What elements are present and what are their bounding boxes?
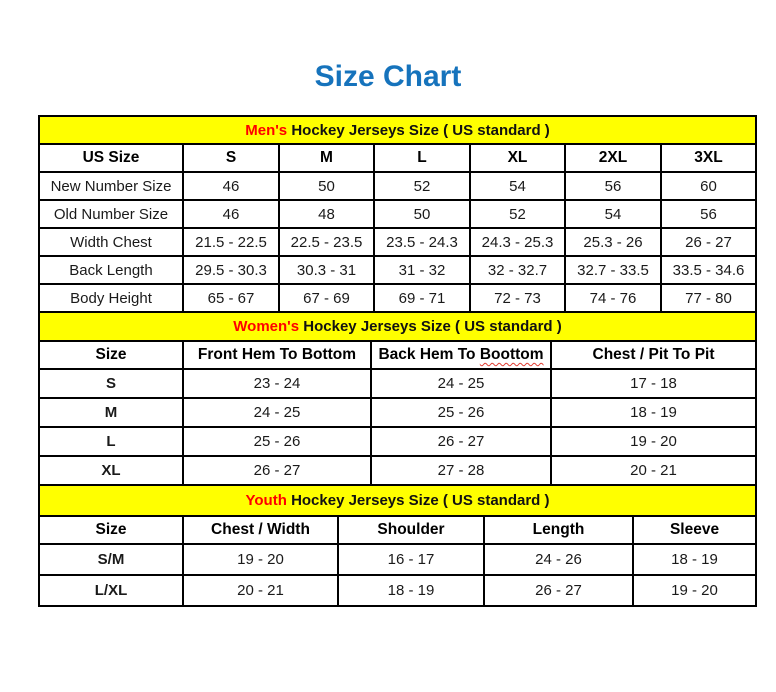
- table-row: [39, 172, 756, 200]
- table-row: [39, 284, 756, 312]
- table-cell: 24 - 26: [484, 544, 633, 575]
- column-header-size: Size: [39, 516, 183, 544]
- youth-header-row: [39, 516, 756, 544]
- table-cell: 21.5 - 22.5: [183, 228, 279, 256]
- row-label: XL: [39, 456, 183, 485]
- column-header-back-hem: [371, 341, 551, 369]
- table-cell: 19 - 20: [633, 575, 756, 606]
- row-label: New Number Size: [39, 172, 183, 200]
- womens-size-table: [38, 311, 757, 486]
- column-header-sleeve: Sleeve: [633, 516, 756, 544]
- table-cell: 16 - 17: [338, 544, 484, 575]
- table-row: [39, 228, 756, 256]
- table-cell: 26 - 27: [183, 456, 371, 485]
- row-label: Width Chest: [39, 228, 183, 256]
- row-label: Back Length: [39, 256, 183, 284]
- column-header-3xl: 3XL: [661, 144, 756, 172]
- table-cell: 67 - 69: [279, 284, 374, 312]
- mens-header-row: [39, 144, 756, 172]
- table-cell: 32.7 - 33.5: [565, 256, 661, 284]
- womens-band-row: [39, 312, 756, 341]
- table-cell: 52: [374, 172, 470, 200]
- column-header-s: S: [183, 144, 279, 172]
- womens-band-text: Hockey Jerseys Size ( US standard ): [303, 318, 562, 335]
- column-header-2xl: 2XL: [565, 144, 661, 172]
- table-cell: 25 - 26: [371, 398, 551, 427]
- youth-band-row: [39, 485, 756, 516]
- table-cell: 33.5 - 34.6: [661, 256, 756, 284]
- mens-band-row: [39, 116, 756, 144]
- column-header-text: Back Hem To: [378, 346, 480, 363]
- table-cell: 24.3 - 25.3: [470, 228, 565, 256]
- misspelled-word: Boottom: [479, 346, 544, 363]
- row-label: M: [39, 398, 183, 427]
- table-cell: 54: [470, 172, 565, 200]
- table-cell: 26 - 27: [661, 228, 756, 256]
- column-header-front-hem: Front Hem To Bottom: [183, 341, 371, 369]
- mens-band-text: Hockey Jerseys Size ( US standard ): [291, 121, 550, 139]
- womens-band-highlight: Women's: [233, 318, 300, 335]
- youth-section-band: [39, 485, 756, 516]
- table-cell: 69 - 71: [374, 284, 470, 312]
- youth-size-table: [38, 484, 757, 607]
- table-cell: 24 - 25: [371, 369, 551, 398]
- column-header-l: L: [374, 144, 470, 172]
- row-label: S/M: [39, 544, 183, 575]
- table-cell: 19 - 20: [551, 427, 756, 456]
- row-label: Old Number Size: [39, 200, 183, 228]
- youth-band-text: Hockey Jerseys Size ( US standard ): [291, 492, 550, 509]
- table-cell: 31 - 32: [374, 256, 470, 284]
- table-cell: 29.5 - 30.3: [183, 256, 279, 284]
- table-cell: 20 - 21: [183, 575, 338, 606]
- table-row: [39, 456, 756, 485]
- size-chart: [38, 115, 755, 607]
- table-row: [39, 369, 756, 398]
- mens-section-band: [39, 116, 756, 144]
- table-cell: 22.5 - 23.5: [279, 228, 374, 256]
- table-cell: 72 - 73: [470, 284, 565, 312]
- table-cell: 48: [279, 200, 374, 228]
- table-row: [39, 256, 756, 284]
- table-cell: 18 - 19: [633, 544, 756, 575]
- table-cell: 52: [470, 200, 565, 228]
- column-header-chest-width: Chest / Width: [183, 516, 338, 544]
- womens-section-band: [39, 312, 756, 341]
- table-cell: 17 - 18: [551, 369, 756, 398]
- table-row: [39, 544, 756, 575]
- page-title: Size Chart: [314, 60, 462, 93]
- table-cell: 23 - 24: [183, 369, 371, 398]
- table-cell: 30.3 - 31: [279, 256, 374, 284]
- column-header-shoulder: Shoulder: [338, 516, 484, 544]
- table-cell: 18 - 19: [551, 398, 756, 427]
- table-cell: 50: [374, 200, 470, 228]
- column-header-chest-pit: Chest / Pit To Pit: [551, 341, 756, 369]
- column-header-us-size: US Size: [39, 144, 183, 172]
- table-row: [39, 200, 756, 228]
- table-row: [39, 398, 756, 427]
- table-cell: 25 - 26: [183, 427, 371, 456]
- youth-band-highlight: Youth: [245, 492, 287, 509]
- column-header-m: M: [279, 144, 374, 172]
- table-cell: 50: [279, 172, 374, 200]
- table-cell: 23.5 - 24.3: [374, 228, 470, 256]
- table-cell: 25.3 - 26: [565, 228, 661, 256]
- column-header-size: Size: [39, 341, 183, 369]
- table-cell: 77 - 80: [661, 284, 756, 312]
- row-label: L/XL: [39, 575, 183, 606]
- table-cell: 56: [661, 200, 756, 228]
- column-header-length: Length: [484, 516, 633, 544]
- row-label: L: [39, 427, 183, 456]
- table-cell: 46: [183, 172, 279, 200]
- table-cell: 56: [565, 172, 661, 200]
- table-cell: 54: [565, 200, 661, 228]
- table-cell: 18 - 19: [338, 575, 484, 606]
- table-cell: 26 - 27: [371, 427, 551, 456]
- row-label: S: [39, 369, 183, 398]
- table-cell: 46: [183, 200, 279, 228]
- table-cell: 32 - 32.7: [470, 256, 565, 284]
- table-row: [39, 427, 756, 456]
- womens-header-row: [39, 341, 756, 369]
- table-cell: 26 - 27: [484, 575, 633, 606]
- column-header-xl: XL: [470, 144, 565, 172]
- table-cell: 20 - 21: [551, 456, 756, 485]
- table-cell: 27 - 28: [371, 456, 551, 485]
- row-label: Body Height: [39, 284, 183, 312]
- table-cell: 19 - 20: [183, 544, 338, 575]
- mens-size-table: [38, 115, 757, 313]
- table-cell: 60: [661, 172, 756, 200]
- table-row: [39, 575, 756, 606]
- table-cell: 65 - 67: [183, 284, 279, 312]
- table-cell: 74 - 76: [565, 284, 661, 312]
- table-cell: 24 - 25: [183, 398, 371, 427]
- mens-band-highlight: Men's: [245, 121, 288, 139]
